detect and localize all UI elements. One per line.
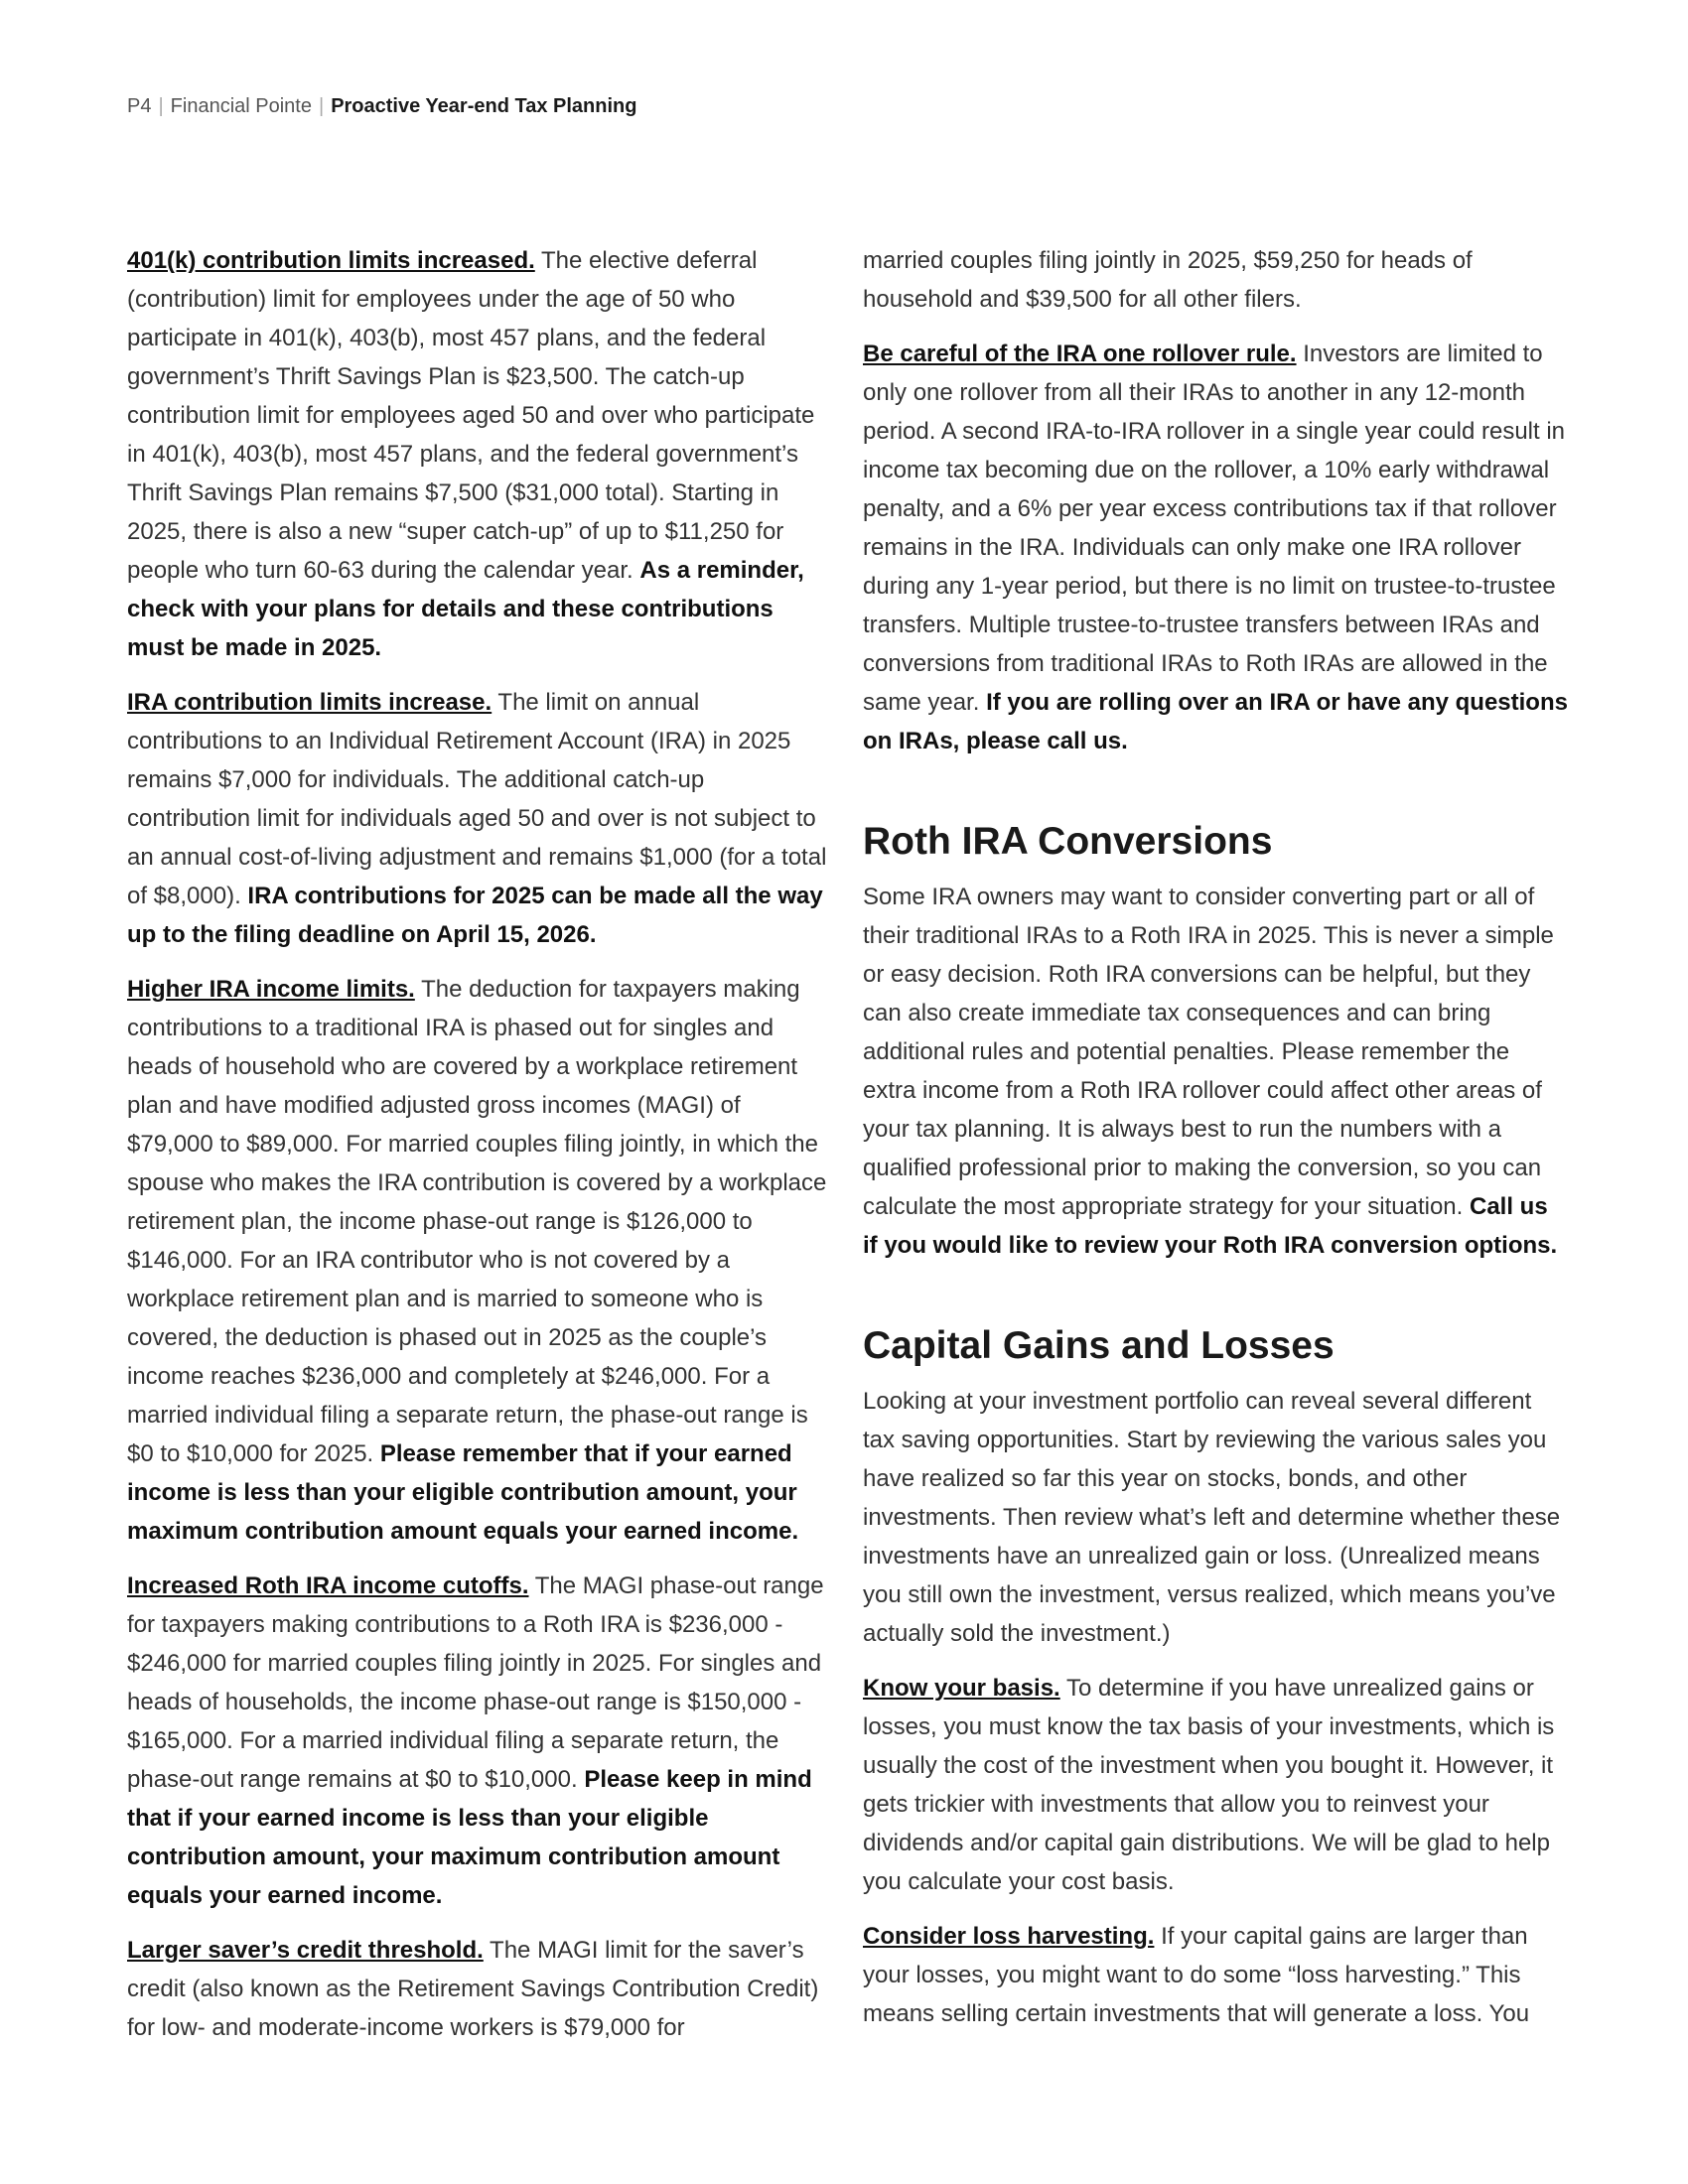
paragraph-lead: IRA contribution limits increase. — [127, 689, 492, 716]
paragraph-body: If your capital gains are larger than your losses, you might want to do some “loss harvesting.” This means selling certain investments that will generate a loss. You — [863, 1923, 1530, 2027]
paragraph-emphasis: As a reminder, check with your plans for details and these contributions must be made in 2025. — [127, 557, 804, 661]
paragraph-lead: Know your basis. — [863, 1675, 1060, 1702]
paragraph-lead: Higher IRA income limits. — [127, 976, 415, 1003]
paragraph-lead: Larger saver’s credit threshold. — [127, 1937, 484, 1964]
paragraph-body: The MAGI limit for the saver’s credit (also known as the Retirement Savings Contribution Credit) for low- and moderate-income workers is $79,000 for — [127, 1937, 819, 2041]
page-header — [127, 95, 636, 118]
header-divider: | — [318, 95, 325, 117]
paragraph-emphasis: If you are rolling over an IRA or have any questions on IRAs, please call us. — [863, 689, 1568, 754]
paragraph-body: Investors are limited to only one rollover from all their IRAs to another in any 12-month period. A second IRA-to-IRA rollover in a single year could result in income tax becoming due on the rollover, a 10% early withdrawal penalty, and a 6% per year excess contributions tax if that rollover remains in the IRA. Individuals can only make one IRA rollover during any 1-year period, but there is no limit on trustee-to-trustee transfers. Multiple trustee-to-trustee transfers between IRAs and conversions from traditional IRAs to Roth IRAs are allowed in the same year. — [863, 341, 1566, 716]
paragraph-401k-limits — [127, 241, 832, 667]
paragraph-body: Some IRA owners may want to consider converting part or all of their traditional IRAs to a Roth IRA in 2025. This is never a simple or easy decision. Roth IRA conversions can be helpful, but they can also create immediate tax consequences and can bring additional rules and potential penalties. Please remember the extra income from a Roth IRA rollover could affect other areas of your tax planning. It is always best to run the numbers with a qualified professional prior to making the conversion, so you can calculate the most appropriate strategy for your situation. — [863, 884, 1554, 1220]
paragraph-body: The limit on annual contributions to an Individual Retirement Account (IRA) in 2025 remains $7,000 for individuals. The additional catch-up contribution limit for individuals aged 50 and over is not subject to an annual cost-of-living adjustment and remains $1,000 (for a total of $8,000). — [127, 689, 827, 909]
paragraph-body: The deduction for taxpayers making contributions to a traditional IRA is phased out for singles and heads of household who are covered by a workplace retirement plan and have modified adjusted gross incomes (MAGI) of $79,000 to $89,000. For married couples filing jointly, in which the spouse who makes the IRA contribution is covered by a workplace retirement plan, the income phase-out range is $126,000 to $146,000. For an IRA contributor who is not covered by a workplace retirement plan and is married to someone who is covered, the deduction is phased out in 2025 as the couple’s income reaches $236,000 and completely at $246,000. For a married individual filing a separate return, the phase-out range is $0 to $10,000 for 2025. — [127, 976, 827, 1467]
paragraph-roth-conversions — [863, 878, 1568, 1265]
paragraph-emphasis: IRA contributions for 2025 can be made all the way up to the filing deadline on April 15, 2026. — [127, 883, 823, 948]
paragraph-lead: Consider loss harvesting. — [863, 1923, 1155, 1950]
publication-name: Financial Pointe — [170, 95, 312, 117]
paragraph-lead: Be careful of the IRA one rollover rule. — [863, 341, 1297, 367]
paragraph-roth-cutoffs — [127, 1567, 832, 1915]
right-column — [863, 241, 1568, 2049]
paragraph-body: The MAGI phase-out range for taxpayers making contributions to a Roth IRA is $236,000 - $246,000 for married couples filing jointly in 2025. For singles and heads of households, the income phase-out range is $150,000 - $165,000. For a married individual filing a separate return, the phase-out range remains at $0 to $10,000. — [127, 1572, 824, 1793]
heading-roth-conversions: Roth IRA Conversions — [863, 820, 1273, 863]
paragraph-ira-limits — [127, 683, 832, 954]
paragraph-loss-harvesting — [863, 1917, 1568, 2033]
paragraph-lead: Increased Roth IRA income cutoffs. — [127, 1572, 529, 1599]
section-title: Proactive Year-end Tax Planning — [331, 95, 637, 117]
heading-capital-gains: Capital Gains and Losses — [863, 1324, 1335, 1367]
paragraph-body: To determine if you have unrealized gains or losses, you must know the tax basis of your investments, which is usually the cost of the investment when you bought it. However, it gets trickier with investments that allow you to reinvest your dividends and/or capital gain distributions. We will be glad to help you calculate your cost basis. — [863, 1675, 1555, 1895]
paragraph-emphasis: Please keep in mind that if your earned income is less than your eligible contribution amount, your maximum contribution amount equals your earned income. — [127, 1766, 812, 1909]
page-number: P4 — [127, 95, 152, 117]
paragraph-capital-intro: Looking at your investment portfolio can reveal several different tax saving opportunities. Start by reviewing the various sales you have realized so far this year on stocks, bonds, and other investments. Then review what’s left and determine whether these investments have an unrealized gain or loss. (Unrealized means you still own the investment, versus realized, which means you’ve actually sold the investment.) — [863, 1388, 1561, 1647]
paragraph-emphasis: Call us if you would like to review your Roth IRA conversion options. — [863, 1193, 1558, 1259]
paragraph-lead: 401(k) contribution limits increased. — [127, 247, 535, 274]
paragraph-savers-credit — [127, 1931, 832, 2047]
left-column — [127, 241, 832, 2063]
paragraph-continuation: married couples filing jointly in 2025, $59,250 for heads of household and $39,500 for all other filers. — [863, 247, 1473, 313]
paragraph-body: The elective deferral (contribution) limit for employees under the age of 50 who participate in 401(k), 403(b), most 457 plans, and the federal government’s Thrift Savings Plan is $23,500. The catch-up contribution limit for employees aged 50 and over who participate in 401(k), 403(b), most 457 plans, and the federal government’s Thrift Savings Plan remains $7,500 ($31,000 total). Starting in 2025, there is also a new “super catch-up” of up to $11,250 for people who turn 60-63 during the calendar year. — [127, 247, 815, 584]
paragraph-know-basis — [863, 1669, 1568, 1901]
paragraph-emphasis: Please remember that if your earned income is less than your eligible contribution amount, your maximum contribution amount equals your earned income. — [127, 1440, 799, 1545]
paragraph-ira-income-limits — [127, 970, 832, 1551]
header-divider: | — [158, 95, 164, 117]
paragraph-rollover-rule — [863, 335, 1568, 760]
